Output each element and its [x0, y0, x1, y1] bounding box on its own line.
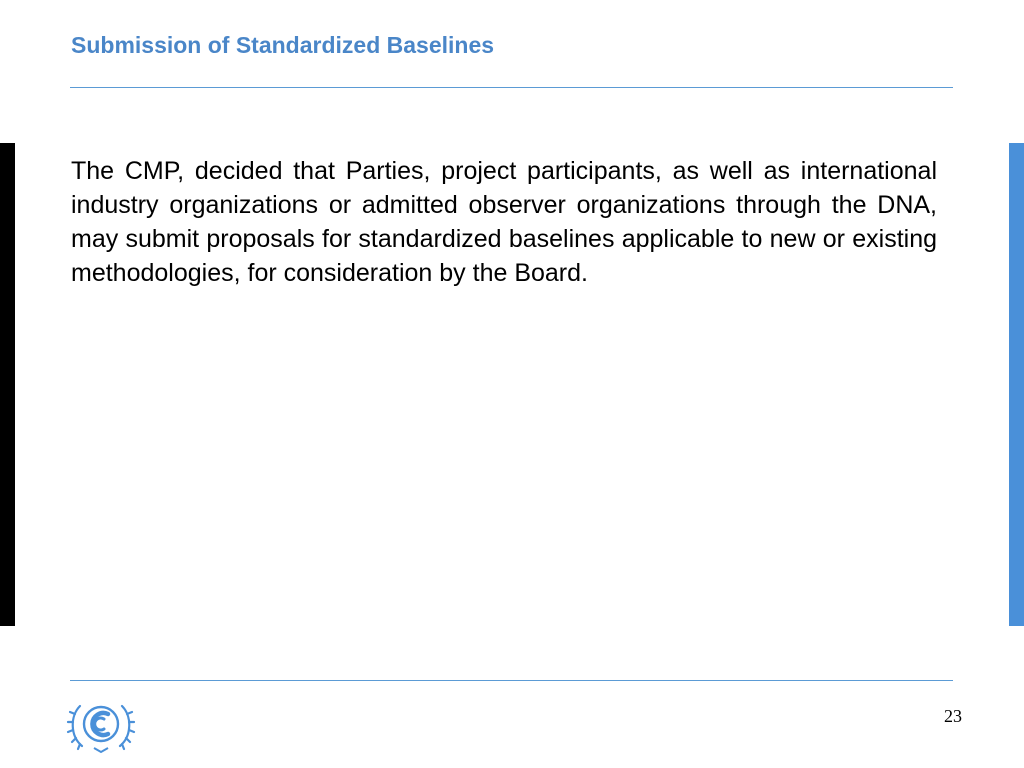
- slide-body-text: The CMP, decided that Parties, project participants, as well as international industry organizations or admitted observer organizations through the DNA, may submit proposals for standardized baselines applicable to new or existing methodologies, for consideration by the Board.: [71, 157, 937, 287]
- title-divider: [70, 87, 953, 88]
- page-number: 23: [944, 706, 962, 726]
- slide-title: Submission of Standardized Baselines: [71, 32, 495, 58]
- footer-divider: [70, 680, 953, 681]
- left-edge-bar: [0, 143, 15, 626]
- right-edge-bar: [1009, 143, 1024, 626]
- unfccc-logo-icon: [66, 696, 136, 754]
